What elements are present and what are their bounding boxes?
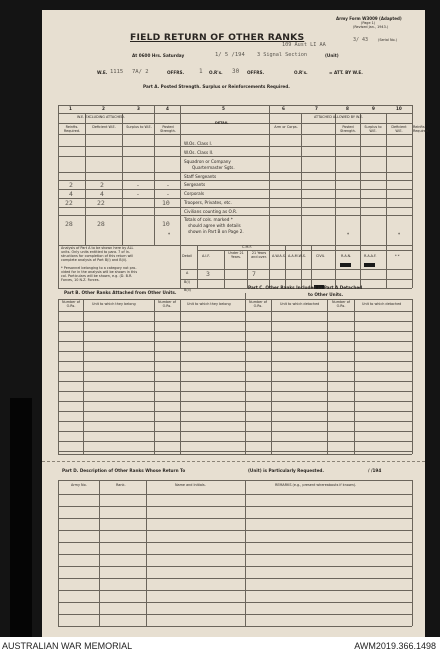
ruled-row-line <box>58 542 412 543</box>
d-hdr-army-no: Army No. <box>71 483 87 487</box>
footer-credit: AUSTRALIAN WAR MEMORIAL <box>2 641 133 651</box>
analysis-note-6: vided for in the analysis will be shown in this <box>61 270 138 274</box>
ruled-row-line <box>58 590 412 591</box>
row-corporals: Corporals <box>184 191 205 196</box>
part-c-title: Part C. Other Ranks Included in Part A Detached <box>248 285 363 290</box>
analysis-col-raaf: R.A.A.F. <box>364 254 377 258</box>
analysis-col-awas: A.W.A.S. <box>272 254 286 258</box>
group-right-header: ATTACHED ALLOWED BY W.E. <box>314 115 364 119</box>
analysis-col-aif: A.I.F. <box>202 254 210 258</box>
star-mark-1: * <box>168 232 171 237</box>
unit-value: 109 Aust LI AA <box>282 42 326 48</box>
star-mark-2: * <box>347 232 350 237</box>
part-d-title: Part D. Description of Other Ranks Whose Return To <box>62 468 186 473</box>
col-num-10: 10 <box>396 106 402 111</box>
col-num-1: 1 <box>69 106 72 111</box>
serial-label: (Serial No.) <box>378 38 397 42</box>
offrs-label: OFFRS. <box>167 70 185 75</box>
c2-sergeants: 2 <box>100 181 104 189</box>
analysis-note-2: units. Only units entitled to para. 7 of In- <box>61 250 131 254</box>
offrs-label-2: OFFRS. <box>247 70 265 75</box>
analysis-row-bi: B(i) <box>184 280 190 284</box>
offrs-value: 1 <box>199 68 203 75</box>
ruled-row-line <box>58 554 412 555</box>
we-label: W.E. <box>97 70 108 75</box>
analysis-col-under21: Under 21 Years. <box>228 251 244 259</box>
ruled-row-line <box>58 411 412 412</box>
c4-total: 10 <box>162 220 170 228</box>
ruled-row-line <box>58 566 412 567</box>
page-number: (Page 1) <box>361 21 376 25</box>
ors-label-2: O.R's. <box>294 70 308 75</box>
col-num-2: 2 <box>102 106 105 111</box>
row-totals-2: should agree with details <box>188 223 241 228</box>
ruled-row-line <box>58 371 412 372</box>
analysis-note-5: * Personnel belonging to a category not pro- <box>61 266 137 270</box>
c3-corporals: - <box>136 190 140 198</box>
form-id: Army Form W3009 (Adapted) <box>336 16 402 21</box>
c4-troopers: 10 <box>162 199 170 207</box>
analysis-note-1: Analysis of Part A to be shown here by ALL <box>61 246 134 250</box>
col-num-6: 6 <box>282 106 285 111</box>
row-staff-sergeants: Staff Sergeants <box>184 174 217 179</box>
c2-total: 28 <box>97 220 105 228</box>
b-hdr-number-2: Number of O.Rs. <box>158 300 176 308</box>
c1-troopers: 22 <box>65 199 73 207</box>
c-hdr-unit-2: Unit to which detached <box>362 302 402 306</box>
ruled-row-line <box>58 518 412 519</box>
analysis-col-aamws: A.A.M.W.S. <box>288 254 306 258</box>
cmf-header: C.M.F. <box>242 245 252 249</box>
analysis-row-bii: B(ii) <box>184 288 191 292</box>
ruled-row-line <box>58 401 412 402</box>
analysis-note-8: Forces, 10 N.Z. Forces. <box>61 278 100 282</box>
ruled-row-line <box>58 321 412 322</box>
hdr-posted-strength: Posted Strength. <box>160 125 176 133</box>
ruled-row-line <box>58 614 412 615</box>
archive-footer <box>0 638 440 653</box>
analysis-note-3: structions for completion of this return will <box>61 254 134 258</box>
we-value-2: 7A/ 2 <box>132 69 149 75</box>
part-c-title-2: to Other Units. <box>308 292 344 297</box>
hdr-deficient: Deficient W.E. <box>92 125 116 129</box>
analysis-col-21over: 21 Years and over. <box>251 251 267 259</box>
ruled-row-line <box>58 421 412 422</box>
part-a-title: Part A. Posted Strength. Surplus or Reinforcements Required. <box>143 84 290 89</box>
ruled-row-line <box>58 391 412 392</box>
ruled-row-line <box>58 441 412 442</box>
footer-accession-number: AWM2019.366.1498 <box>354 641 436 651</box>
hdr-posted-strength-r: Posted Strength. <box>340 125 356 133</box>
serial-value: 3/ 43 <box>353 37 369 43</box>
col-num-9: 9 <box>372 106 375 111</box>
c3-sergeants: - <box>136 181 140 189</box>
analysis-col-civil: CIVIL <box>316 254 325 258</box>
ruled-row-line <box>58 351 412 352</box>
col-num-3: 3 <box>137 106 140 111</box>
row-wo-class-1: W.Os. Class I. <box>184 141 213 146</box>
hdr-arm-corps: Arm or Corps. <box>274 125 298 129</box>
row-totals-3: shown in Part B on Page 2. <box>188 229 244 234</box>
ruled-row-line <box>58 381 412 382</box>
b-hdr-unit-2: Unit to which they belong <box>187 302 231 306</box>
b-hdr-unit-1: Unit to which they belong <box>92 302 136 306</box>
redaction-mark <box>340 263 351 267</box>
hdr-surplus: Surplus to W.E. <box>126 125 152 129</box>
row-totals-1: Totals of cols. marked * <box>184 217 233 222</box>
ruled-row-line <box>58 578 412 579</box>
ors-value: 30 <box>232 68 240 75</box>
ruled-row-line <box>58 341 412 342</box>
c1-total: 28 <box>65 220 73 228</box>
hdr-surplus-r: Surplus to W.E. <box>364 125 382 133</box>
c4-sergeants: - <box>166 181 170 189</box>
part-d-title-end: / /194 <box>368 468 382 473</box>
c1-sergeants: 2 <box>69 181 73 189</box>
black-tab-edge <box>10 398 32 637</box>
ruled-row-line <box>58 361 412 362</box>
group-left-header: W.E. EXCLUDING ATTACHED. <box>77 115 125 119</box>
we-value: 1115 <box>110 69 124 75</box>
ruled-row-line <box>58 506 412 507</box>
hdr-reinfts-required: Reinfts. Required. <box>63 125 81 133</box>
row-squadron-company: Squadron or Company <box>184 159 231 164</box>
c-hdr-unit-1: Unit to which detached <box>280 302 320 306</box>
analysis-col-ran: R.A.N. <box>341 254 352 258</box>
c1-corporals: 4 <box>69 190 73 198</box>
row-troopers: Troopers, Privates, etc. <box>184 200 232 205</box>
redaction-mark <box>364 263 375 267</box>
unit-value-2: 3 Signal Section <box>257 52 307 58</box>
row-wo-class-2: W.Os. Class II. <box>184 150 214 155</box>
at-line: At 0600 Hrs. Saturday <box>132 53 185 58</box>
c-hdr-number-1: Number of O.Rs. <box>249 300 267 308</box>
part-d-title-mid: (Unit) is Particularly Requested. <box>248 468 324 473</box>
ruled-row-line <box>58 451 412 452</box>
hdr-reinfts-r: Reinfts. Required. <box>413 125 430 133</box>
revised-note: (Revised Jan., 1943.) <box>353 25 389 29</box>
analysis-row-a: A <box>186 271 189 275</box>
col-num-7: 7 <box>315 106 318 111</box>
d-hdr-rank: Rank. <box>116 483 126 487</box>
col-num-4: 4 <box>166 106 169 111</box>
detail-header: DETAIL <box>215 121 229 125</box>
analysis-detail: Detail <box>182 254 192 258</box>
star-mark-3: * <box>398 232 401 237</box>
d-hdr-name: Name and Initials. <box>175 483 206 487</box>
col-num-8: 8 <box>346 106 349 111</box>
unit-label: (Unit) <box>325 53 339 58</box>
c-hdr-number-2: Number of O.Rs. <box>332 300 350 308</box>
row-civilians: Civilians counting as O.R. <box>184 209 238 214</box>
ruled-row-line <box>58 431 412 432</box>
ors-label: O.R's. <box>209 70 223 75</box>
form-page <box>42 10 430 637</box>
c4-corporals: - <box>166 190 170 198</box>
d-hdr-remarks: REMARKS (e.g., present whereabouts if known). <box>275 483 357 487</box>
date-value: 1/ 5 /194 <box>215 52 245 58</box>
analysis-note-4: complete analysis of Part B(i) and B(ii). <box>61 258 128 262</box>
row-qm-sgts: Quartermaster Sgts. <box>192 165 235 170</box>
form-title: FIELD RETURN OF OTHER RANKS <box>130 32 305 43</box>
b-hdr-number-1: Number of O.Rs. <box>62 300 80 308</box>
col-num-5: 5 <box>222 106 225 111</box>
att-label: = ATT. BY W.E. <box>329 70 363 75</box>
ruled-row-line <box>58 602 412 603</box>
analysis-note-7: col. Particulars will be shown, e.g. (D. B.R. <box>61 274 133 278</box>
analysis-aif-value: 3 <box>206 270 210 278</box>
analysis-21over-value: 7 <box>252 270 256 278</box>
hdr-deficient-r: Deficient W.E. <box>391 125 407 133</box>
analysis-col-other: * * <box>395 254 400 258</box>
c2-troopers: 22 <box>97 199 105 207</box>
ruled-row-line <box>58 331 412 332</box>
ruled-row-line <box>58 530 412 531</box>
part-b-title: Part B. Other Ranks Attached from Other Units. <box>64 290 177 295</box>
c2-corporals: 4 <box>100 190 104 198</box>
row-sergeants: Sergeants <box>184 182 206 187</box>
